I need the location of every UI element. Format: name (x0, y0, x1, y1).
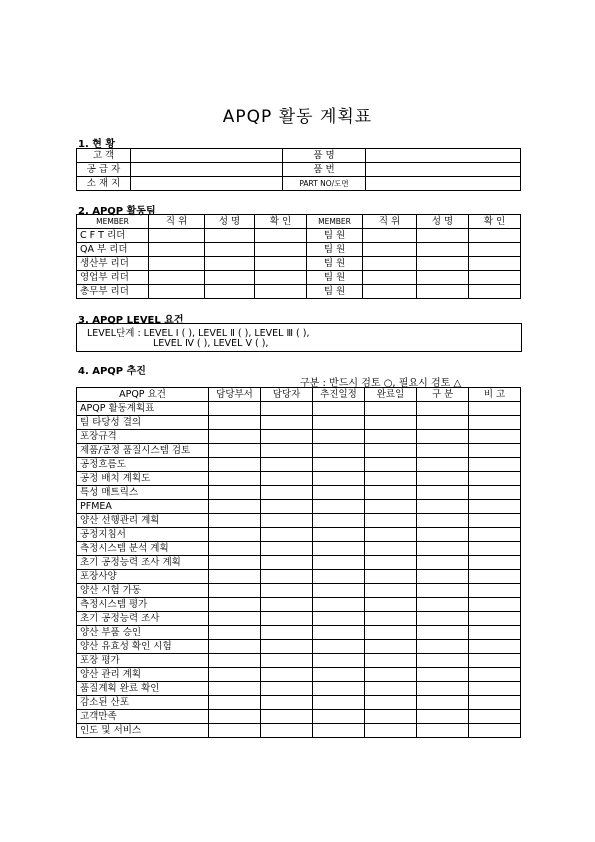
progress-cell[interactable] (469, 626, 521, 640)
progress-row (77, 514, 521, 528)
progress-row (77, 584, 521, 598)
progress-cell[interactable] (209, 612, 261, 626)
progress-cell[interactable] (417, 710, 469, 724)
progress-cell[interactable] (469, 528, 521, 542)
progress-cell[interactable] (417, 626, 469, 640)
progress-cell[interactable] (209, 584, 261, 598)
team-cell[interactable] (363, 257, 417, 271)
level-line-1: LEVEL단계 : LEVEL Ⅰ ( ), LEVEL Ⅱ ( ), LEVEL Ⅲ ( ), (87, 328, 310, 339)
progress-cell[interactable] (209, 556, 261, 570)
progress-cell[interactable] (469, 654, 521, 668)
team-cell[interactable] (469, 257, 521, 271)
progress-cell[interactable] (365, 668, 417, 682)
progress-cell[interactable] (209, 500, 261, 514)
progress-cell[interactable] (365, 472, 417, 486)
team-cell[interactable] (363, 271, 417, 285)
team-header: 직 위 (149, 215, 205, 229)
progress-cell[interactable] (365, 402, 417, 416)
progress-cell[interactable] (469, 682, 521, 696)
progress-cell[interactable] (209, 696, 261, 710)
apqp-item: 공정 배치 계획도 (77, 472, 209, 486)
section-status-heading: 1. 현 황 (78, 139, 116, 150)
progress-cell[interactable] (313, 514, 365, 528)
team-header: MEMBER (77, 215, 149, 229)
progress-cell[interactable] (469, 696, 521, 710)
progress-cell[interactable] (365, 500, 417, 514)
progress-cell[interactable] (417, 402, 469, 416)
team-role-left: 총무부 리더 (77, 285, 149, 299)
progress-row (77, 402, 521, 416)
team-header: 성 명 (417, 215, 469, 229)
progress-row (77, 612, 521, 626)
progress-cell[interactable] (209, 626, 261, 640)
progress-cell[interactable] (313, 430, 365, 444)
progress-cell[interactable] (417, 570, 469, 584)
legend-text: 구분 : 반드시 검토 ○, 필요시 검토 △ (300, 378, 462, 389)
progress-cell[interactable] (261, 668, 313, 682)
location-value[interactable] (131, 177, 283, 191)
progress-cell[interactable] (365, 444, 417, 458)
progress-cell[interactable] (209, 682, 261, 696)
progress-cell[interactable] (261, 556, 313, 570)
progress-cell[interactable] (261, 514, 313, 528)
progress-cell[interactable] (313, 500, 365, 514)
team-header: 확 인 (469, 215, 521, 229)
apqp-item: 양산 시험 가동 (77, 584, 209, 598)
progress-cell[interactable] (261, 402, 313, 416)
progress-cell[interactable] (209, 402, 261, 416)
progress-row (77, 458, 521, 472)
team-cell[interactable] (469, 271, 521, 285)
team-cell[interactable] (255, 229, 307, 243)
progress-row (77, 416, 521, 430)
progress-cell[interactable] (469, 570, 521, 584)
progress-row (77, 640, 521, 654)
progress-header: 추진일정 (313, 388, 365, 402)
progress-cell[interactable] (469, 668, 521, 682)
progress-cell[interactable] (313, 696, 365, 710)
progress-cell[interactable] (365, 584, 417, 598)
progress-row (77, 682, 521, 696)
progress-cell[interactable] (209, 724, 261, 738)
progress-cell[interactable] (261, 598, 313, 612)
progress-cell[interactable] (209, 570, 261, 584)
team-cell[interactable] (255, 243, 307, 257)
team-role-right: 팀 원 (307, 285, 363, 299)
team-row (77, 257, 521, 271)
apqp-item: 측정시스템 분석 계획 (77, 542, 209, 556)
progress-cell[interactable] (417, 542, 469, 556)
progress-row (77, 528, 521, 542)
apqp-item: 인도 및 서비스 (77, 724, 209, 738)
apqp-item: 팀 타당성 결의 (77, 416, 209, 430)
progress-cell[interactable] (365, 612, 417, 626)
apqp-item: PFMEA (77, 500, 209, 514)
team-role-left: 생산부 리더 (77, 257, 149, 271)
progress-cell[interactable] (365, 542, 417, 556)
progress-cell[interactable] (417, 514, 469, 528)
progress-row (77, 626, 521, 640)
progress-header: 담당자 (261, 388, 313, 402)
supplier-value[interactable] (131, 163, 283, 177)
apqp-item: 품질계획 완료 확인 (77, 682, 209, 696)
apqp-item: 포장 평가 (77, 654, 209, 668)
progress-cell[interactable] (469, 584, 521, 598)
team-header: 확 인 (255, 215, 307, 229)
team-row (77, 271, 521, 285)
team-cell[interactable] (363, 243, 417, 257)
progress-cell[interactable] (365, 696, 417, 710)
progress-header: 비 고 (469, 388, 521, 402)
part-no-label: 품 번 (283, 163, 366, 177)
progress-row (77, 570, 521, 584)
progress-cell[interactable] (209, 710, 261, 724)
progress-cell[interactable] (417, 640, 469, 654)
customer-label: 고 객 (77, 149, 131, 163)
progress-cell[interactable] (365, 430, 417, 444)
progress-header: 완료일 (365, 388, 417, 402)
progress-cell[interactable] (469, 416, 521, 430)
progress-cell[interactable] (365, 724, 417, 738)
team-header: MEMBER (307, 215, 363, 229)
progress-cell[interactable] (209, 458, 261, 472)
progress-row (77, 444, 521, 458)
team-cell[interactable] (149, 243, 205, 257)
status-table (76, 148, 521, 191)
progress-cell[interactable] (365, 570, 417, 584)
progress-cell[interactable] (261, 570, 313, 584)
progress-cell[interactable] (469, 556, 521, 570)
team-role-right: 팀 원 (307, 257, 363, 271)
team-cell[interactable] (205, 271, 255, 285)
progress-cell[interactable] (417, 416, 469, 430)
progress-cell[interactable] (261, 584, 313, 598)
team-cell[interactable] (255, 257, 307, 271)
team-cell[interactable] (417, 257, 469, 271)
progress-cell[interactable] (209, 486, 261, 500)
progress-cell[interactable] (209, 472, 261, 486)
progress-cell[interactable] (365, 682, 417, 696)
progress-cell[interactable] (209, 640, 261, 654)
part-name-label: 품 명 (283, 149, 366, 163)
progress-cell[interactable] (469, 430, 521, 444)
progress-cell[interactable] (261, 682, 313, 696)
progress-cell[interactable] (417, 458, 469, 472)
apqp-item: 양산 유효성 확인 시험 (77, 640, 209, 654)
apqp-item: 양산 부품 승인 (77, 626, 209, 640)
progress-row (77, 654, 521, 668)
progress-cell[interactable] (313, 626, 365, 640)
progress-cell[interactable] (261, 528, 313, 542)
progress-cell[interactable] (313, 486, 365, 500)
apqp-item: 측정시스템 평가 (77, 598, 209, 612)
progress-cell[interactable] (261, 654, 313, 668)
supplier-label: 공 급 자 (77, 163, 131, 177)
progress-cell[interactable] (469, 486, 521, 500)
progress-cell[interactable] (417, 430, 469, 444)
progress-cell[interactable] (313, 416, 365, 430)
team-cell[interactable] (205, 257, 255, 271)
team-cell[interactable] (469, 285, 521, 299)
progress-cell[interactable] (469, 514, 521, 528)
progress-cell[interactable] (313, 444, 365, 458)
progress-cell[interactable] (365, 486, 417, 500)
apqp-item: 초기 공정능력 조사 계획 (77, 556, 209, 570)
progress-cell[interactable] (365, 710, 417, 724)
apqp-item: 양산 관리 계획 (77, 668, 209, 682)
progress-cell[interactable] (365, 514, 417, 528)
progress-row (77, 542, 521, 556)
progress-cell[interactable] (261, 710, 313, 724)
progress-cell[interactable] (261, 724, 313, 738)
team-role-left: QA 부 리더 (77, 243, 149, 257)
progress-cell[interactable] (313, 682, 365, 696)
progress-cell[interactable] (365, 458, 417, 472)
apqp-item: 포장사양 (77, 570, 209, 584)
progress-cell[interactable] (313, 542, 365, 556)
team-cell[interactable] (363, 285, 417, 299)
progress-cell[interactable] (417, 584, 469, 598)
part-level-value[interactable] (366, 177, 521, 191)
apqp-item: APQP 활동계획표 (77, 402, 209, 416)
progress-cell[interactable] (313, 528, 365, 542)
progress-row (77, 724, 521, 738)
team-cell[interactable] (149, 271, 205, 285)
progress-cell[interactable] (365, 556, 417, 570)
part-level-label: PART NO/도면 (283, 177, 366, 191)
team-role-right: 팀 원 (307, 271, 363, 285)
progress-cell[interactable] (209, 514, 261, 528)
progress-cell[interactable] (261, 444, 313, 458)
team-cell[interactable] (469, 243, 521, 257)
progress-cell[interactable] (469, 402, 521, 416)
progress-cell[interactable] (209, 416, 261, 430)
progress-row (77, 556, 521, 570)
progress-cell[interactable] (313, 710, 365, 724)
progress-cell[interactable] (417, 472, 469, 486)
progress-cell[interactable] (261, 430, 313, 444)
team-role-left: 영업부 리더 (77, 271, 149, 285)
team-cell[interactable] (149, 285, 205, 299)
progress-header: APQP 요건 (77, 388, 209, 402)
progress-cell[interactable] (261, 612, 313, 626)
team-cell[interactable] (417, 243, 469, 257)
team-cell[interactable] (205, 243, 255, 257)
progress-cell[interactable] (417, 598, 469, 612)
progress-row (77, 486, 521, 500)
team-cell[interactable] (255, 271, 307, 285)
apqp-item: 감소된 산포 (77, 696, 209, 710)
progress-cell[interactable] (209, 444, 261, 458)
level-line-2: LEVEL Ⅳ ( ), LEVEL Ⅴ ( ), (153, 338, 269, 349)
progress-cell[interactable] (261, 640, 313, 654)
progress-cell[interactable] (417, 444, 469, 458)
progress-cell[interactable] (417, 556, 469, 570)
team-table (76, 214, 521, 299)
progress-cell[interactable] (261, 458, 313, 472)
progress-cell[interactable] (365, 598, 417, 612)
apqp-item: 고객만족 (77, 710, 209, 724)
progress-cell[interactable] (417, 696, 469, 710)
section-progress-heading: 4. APQP 추진 (78, 366, 146, 377)
progress-cell[interactable] (209, 654, 261, 668)
apqp-item: 제품/공정 품질시스템 검토 (77, 444, 209, 458)
team-cell[interactable] (205, 229, 255, 243)
team-header: 성 명 (205, 215, 255, 229)
progress-cell[interactable] (417, 654, 469, 668)
progress-cell[interactable] (313, 724, 365, 738)
team-row (77, 229, 521, 243)
progress-cell[interactable] (417, 486, 469, 500)
progress-cell[interactable] (365, 416, 417, 430)
progress-cell[interactable] (469, 500, 521, 514)
progress-cell[interactable] (417, 500, 469, 514)
progress-cell[interactable] (469, 444, 521, 458)
progress-cell[interactable] (209, 430, 261, 444)
progress-cell[interactable] (417, 612, 469, 626)
progress-cell[interactable] (417, 682, 469, 696)
customer-value[interactable] (131, 149, 283, 163)
team-row (77, 285, 521, 299)
team-cell[interactable] (149, 257, 205, 271)
progress-cell[interactable] (365, 654, 417, 668)
progress-cell[interactable] (313, 598, 365, 612)
progress-cell[interactable] (469, 542, 521, 556)
progress-cell[interactable] (313, 640, 365, 654)
team-cell[interactable] (205, 285, 255, 299)
team-role-right: 팀 원 (307, 229, 363, 243)
progress-cell[interactable] (261, 486, 313, 500)
apqp-item: 공정흐름도 (77, 458, 209, 472)
team-cell[interactable] (417, 229, 469, 243)
section-team-heading: 2. APQP 활동팀 (78, 206, 156, 217)
progress-cell[interactable] (365, 528, 417, 542)
progress-row (77, 430, 521, 444)
team-cell[interactable] (469, 229, 521, 243)
apqp-item: 초기 공정능력 조사 (77, 612, 209, 626)
progress-cell[interactable] (313, 472, 365, 486)
team-cell[interactable] (417, 271, 469, 285)
progress-row (77, 500, 521, 514)
progress-cell[interactable] (417, 528, 469, 542)
progress-cell[interactable] (469, 598, 521, 612)
progress-cell[interactable] (261, 542, 313, 556)
team-cell[interactable] (255, 285, 307, 299)
progress-cell[interactable] (261, 696, 313, 710)
progress-cell[interactable] (417, 668, 469, 682)
team-cell[interactable] (149, 229, 205, 243)
progress-row (77, 598, 521, 612)
progress-cell[interactable] (469, 710, 521, 724)
team-role-left: C F T 리더 (77, 229, 149, 243)
progress-cell[interactable] (209, 542, 261, 556)
location-label: 소 재 지 (77, 177, 131, 191)
progress-cell[interactable] (469, 458, 521, 472)
progress-header: 담당부서 (209, 388, 261, 402)
section-level-heading: 3. APQP LEVEL 요건 (78, 315, 184, 326)
progress-row (77, 472, 521, 486)
part-name-value[interactable] (366, 149, 521, 163)
team-role-right: 팀 원 (307, 243, 363, 257)
progress-cell[interactable] (261, 500, 313, 514)
progress-cell[interactable] (209, 598, 261, 612)
apqp-item: 포장규격 (77, 430, 209, 444)
team-cell[interactable] (363, 229, 417, 243)
progress-cell[interactable] (313, 668, 365, 682)
progress-cell[interactable] (417, 724, 469, 738)
progress-header: 구 분 (417, 388, 469, 402)
progress-cell[interactable] (469, 640, 521, 654)
progress-cell[interactable] (313, 458, 365, 472)
progress-row (77, 668, 521, 682)
progress-cell[interactable] (209, 668, 261, 682)
team-row (77, 243, 521, 257)
apqp-item: 양산 선행관리 계획 (77, 514, 209, 528)
progress-cell[interactable] (313, 654, 365, 668)
part-no-value[interactable] (366, 163, 521, 177)
progress-cell[interactable] (313, 402, 365, 416)
progress-cell[interactable] (313, 570, 365, 584)
progress-cell[interactable] (261, 416, 313, 430)
page-title: APQP 활동 계획표 (222, 107, 373, 127)
progress-row (77, 710, 521, 724)
progress-cell[interactable] (313, 556, 365, 570)
team-header: 직 위 (363, 215, 417, 229)
apqp-item: 특성 매트릭스 (77, 486, 209, 500)
progress-cell[interactable] (313, 612, 365, 626)
progress-cell[interactable] (313, 584, 365, 598)
progress-cell[interactable] (469, 612, 521, 626)
team-cell[interactable] (417, 285, 469, 299)
progress-cell[interactable] (365, 626, 417, 640)
progress-table (76, 387, 521, 738)
level-box (76, 323, 522, 352)
progress-cell[interactable] (365, 640, 417, 654)
progress-cell[interactable] (469, 472, 521, 486)
progress-cell[interactable] (469, 724, 521, 738)
apqp-item: 공정지침서 (77, 528, 209, 542)
progress-cell[interactable] (261, 472, 313, 486)
progress-cell[interactable] (209, 528, 261, 542)
progress-row (77, 696, 521, 710)
progress-cell[interactable] (261, 626, 313, 640)
